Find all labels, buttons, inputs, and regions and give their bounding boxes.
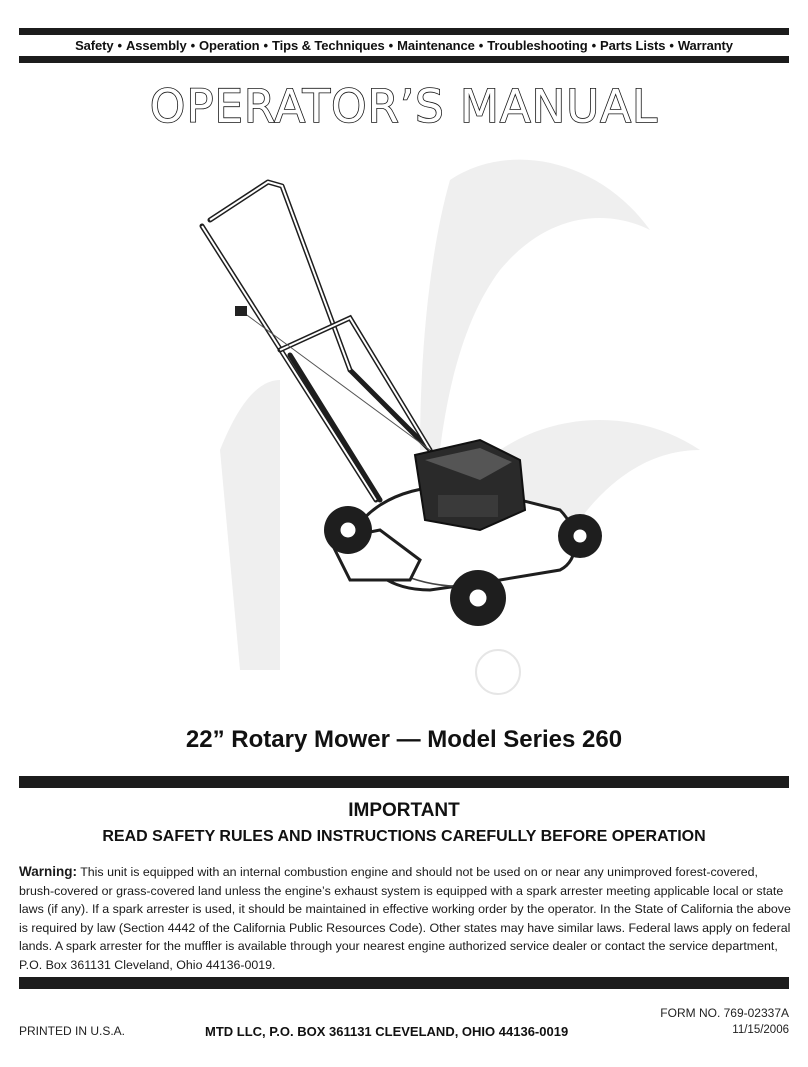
company-address: MTD LLC, P.O. BOX 361131 CLEVELAND, OHIO 44136-0019 bbox=[205, 1024, 569, 1039]
important-heading: IMPORTANT bbox=[348, 800, 460, 821]
form-number: FORM NO. 769-02337A bbox=[660, 1006, 789, 1020]
model-subtitle: 22” Rotary Mower — Model Series 260 bbox=[185, 726, 623, 753]
section-label: Troubleshooting bbox=[487, 38, 588, 53]
footer-divider bbox=[19, 977, 789, 989]
bullet-separator: • bbox=[669, 38, 674, 53]
bullet-separator: • bbox=[478, 38, 484, 53]
printed-in-label: PRINTED IN U.S.A. bbox=[19, 1024, 126, 1038]
section-label: Tips & Techniques bbox=[271, 38, 385, 53]
bullet-separator: • bbox=[591, 38, 597, 53]
bullet-separator: • bbox=[388, 38, 394, 53]
lawn-mower-icon bbox=[180, 150, 740, 710]
form-date: 11/15/2006 bbox=[732, 1024, 789, 1036]
section-label: Warranty bbox=[677, 38, 733, 53]
section-label: Assembly bbox=[125, 38, 187, 53]
warning-label: Warning: bbox=[19, 864, 77, 879]
section-label: Operation bbox=[199, 38, 260, 53]
section-strip bbox=[19, 35, 789, 56]
section-label: Safety bbox=[75, 38, 114, 53]
page-title: OPERATOR’S MANUAL bbox=[149, 80, 659, 133]
warning-paragraph bbox=[19, 863, 794, 974]
section-divider bbox=[19, 776, 789, 788]
bullet-separator: • bbox=[263, 38, 268, 53]
header-bottom-rule bbox=[19, 56, 789, 63]
section-label: Parts Lists bbox=[600, 38, 666, 53]
safety-instruction-heading: READ SAFETY RULES AND INSTRUCTIONS CAREFULLY BEFORE OPERATION bbox=[102, 828, 706, 845]
bullet-separator: • bbox=[190, 38, 196, 53]
lawn-mower-illustration bbox=[180, 150, 740, 710]
section-label: Maintenance bbox=[397, 38, 475, 53]
bullet-separator: • bbox=[117, 38, 122, 53]
header-top-rule bbox=[19, 28, 789, 35]
warning-text: This unit is equipped with an internal combustion engine and should not be used on or near any unimproved forest-covered, brush-covered or grass-covered land unless the engine’s exhaust system is equipped with a spark arrester meeting applicable local or state laws (if any). If a spark arrester is used, it should be maintained in effective working order by the operator. In the State of California the above is required by law (Section 4442 of the California Public Resources Code). Other states may have similar laws. Federal laws apply on federal lands. A spark arrester for the muffler is available through your nearest engine authorized service dealer or contact the service department, P.O. Box 361131 Cleveland, Ohio 44136-0019. bbox=[19, 865, 791, 972]
